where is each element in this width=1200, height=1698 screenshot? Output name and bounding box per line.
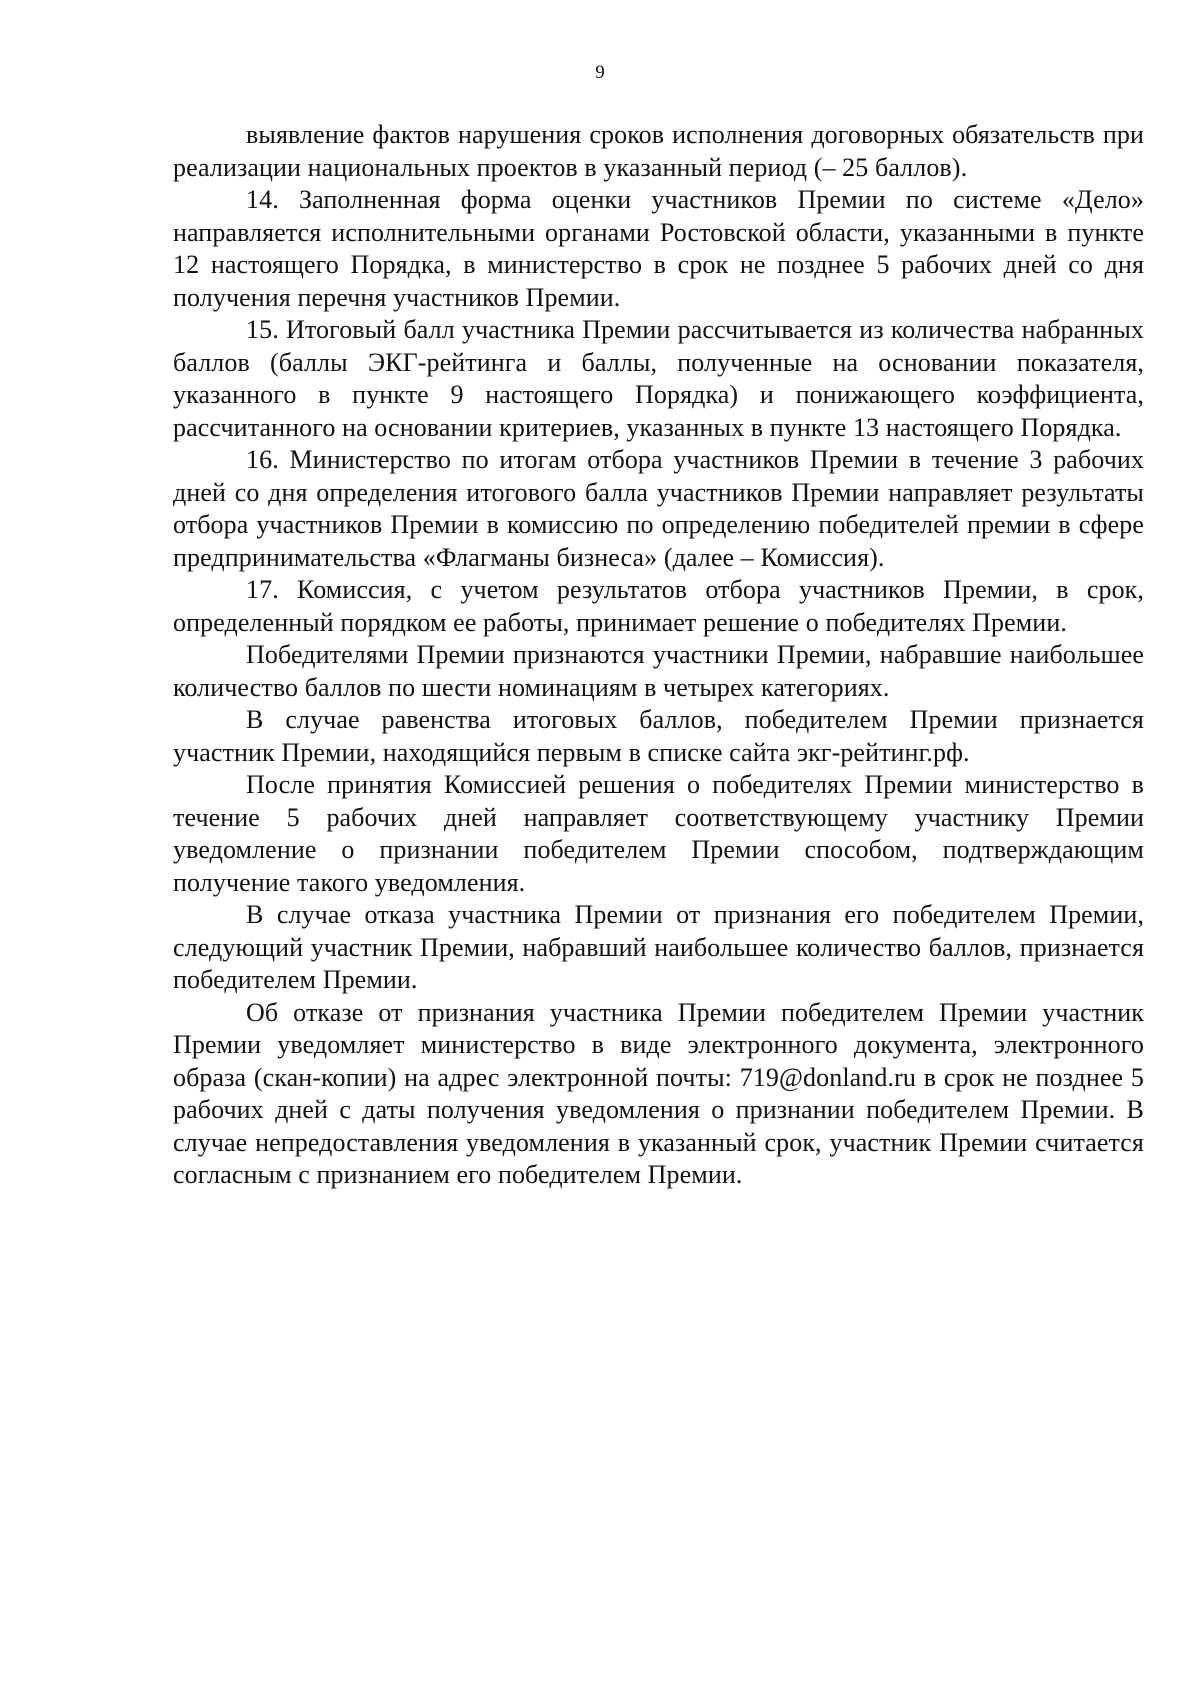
paragraph-refusal-notice: Об отказе от признания участника Премии победителем Премии участник Премии уведомляет министерство в виде электронного документа, электронного образа (скан-копии) на адрес электронной почты: 719@donland.ru в срок не позднее 5 рабочих дней с даты получения уведомления о признании победителем Премии. В случае непредоставления уведомления в указанный срок, участник Премии считается согласным с признанием его победителем Премии. — [173, 997, 1144, 1189]
paragraph-16: 16. Министерство по итогам отбора участников Премии в течение 3 рабочих дней со дня определения итогового балла участников Премии направляет результаты отбора участников Премии в комиссию по определению победителей премии в сфере предпринимательства «Флагманы бизнеса» (далее – Комиссия). — [173, 445, 1144, 572]
paragraph-equal-scores: В случае равенства итоговых баллов, победителем Премии признается участник Премии, находящийся первым в списке сайта экг-рейтинг.рф. — [173, 705, 1144, 767]
paragraph-17: 17. Комиссия, с учетом результатов отбора участников Премии, в срок, определенный порядком ее работы, принимает решение о победителях Премии. — [173, 575, 1144, 637]
paragraph-14: 14. Заполненная форма оценки участников Премии по системе «Дело» направляется исполнительными органами Ростовской области, указанными в пункте 12 настоящего Порядка, в министерство в срок не позднее 5 рабочих дней со дня получения перечня участников Премии. — [173, 185, 1144, 312]
document-body — [173, 119, 1144, 1192]
page-number: 9 — [595, 62, 605, 83]
paragraph-winners: Победителями Премии признаются участники Премии, набравшие наибольшее количество баллов по шести номинациям в четырех категориях. — [173, 640, 1144, 702]
paragraph-15: 15. Итоговый балл участника Премии рассчитывается из количества набранных баллов (баллы ЭКГ-рейтинга и баллы, полученные на основании показателя, указанного в пункте 9 настоящего Порядка) и понижающего коэффициента, рассчитанного на основании критериев, указанных в пункте 13 настоящего Порядка. — [173, 315, 1144, 442]
paragraph-violation-facts: выявление фактов нарушения сроков исполнения договорных обязательств при реализации национальных проектов в указанный период (– 25 баллов). — [173, 120, 1144, 182]
paragraph-refusal: В случае отказа участника Премии от признания его победителем Премии, следующий участник Премии, набравший наибольшее количество баллов, признается победителем Премии. — [173, 900, 1144, 994]
paragraph-notification: После принятия Комиссией решения о победителях Премии министерство в течение 5 рабочих дней направляет соответствующему участнику Премии уведомление о признании победителем Премии способом, подтверждающим получение такого уведомления. — [173, 770, 1144, 897]
